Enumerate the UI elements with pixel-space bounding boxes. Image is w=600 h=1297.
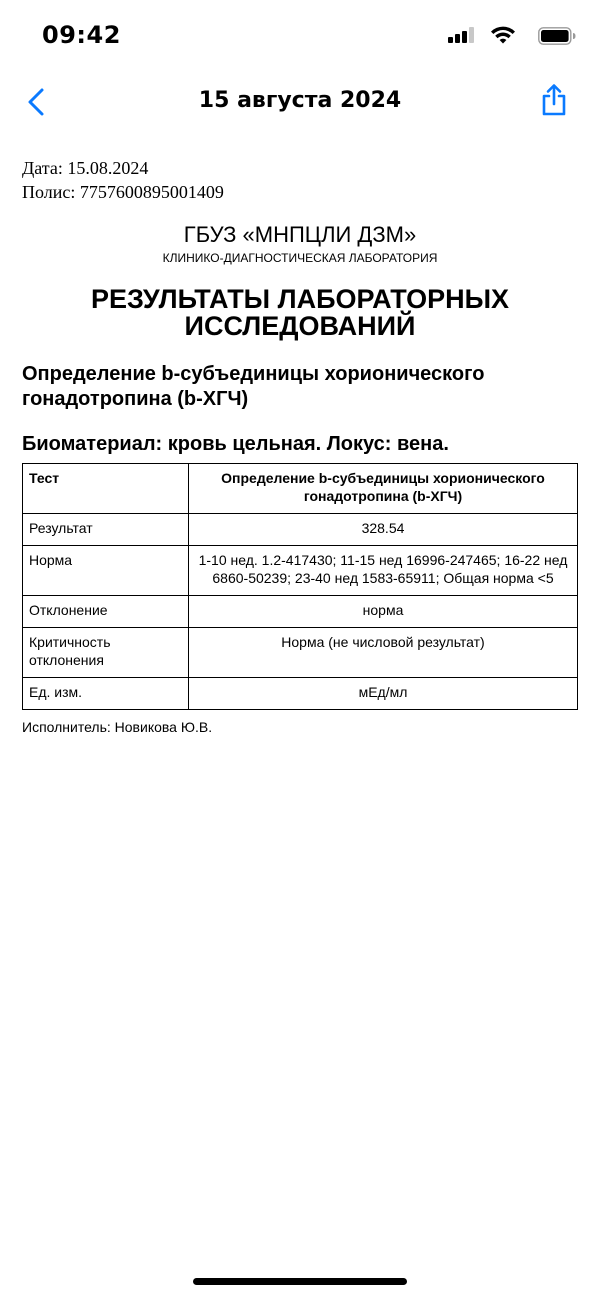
table-cell-label: Результат [23,514,189,546]
report-heading: РЕЗУЛЬТАТЫ ЛАБОРАТОРНЫХ ИССЛЕДОВАНИЙ [90,284,510,341]
share-icon [538,80,570,120]
battery-icon [538,27,576,45]
status-time: 09:42 [42,21,121,49]
nav-title: 15 августа 2024 [198,88,402,113]
cellular-signal-icon [448,27,474,43]
table-row [23,514,578,546]
table-row [23,546,578,596]
home-indicator[interactable] [193,1278,407,1285]
lab-report-document [22,156,578,736]
status-bar [0,0,600,70]
table-cell-label: Ед. изм. [23,678,189,710]
table-cell-label: Критичность отклонения [23,628,189,678]
results-table [22,463,578,710]
wifi-icon [490,25,516,45]
status-icons [436,25,576,45]
table-cell-value: Норма (не числовой результат) [189,628,578,678]
report-date: Дата: 15.08.2024 [22,158,149,178]
test-title: Определение b-субъединицы хорионического гонадотропина (b-ХГЧ) [22,363,485,410]
table-cell-label: Тест [23,464,189,514]
table-cell-label: Отклонение [23,596,189,628]
organization-name: ГБУЗ «МНПЦЛИ ДЗМ» [183,222,417,247]
table-cell-value: норма [189,596,578,628]
table-cell-value: мЕд/мл [189,678,578,710]
table-row [23,678,578,710]
table-row [23,596,578,628]
table-cell-value: 1-10 нед. 1.2-417430; 11-15 нед 16996-247465; 16-22 нед 6860-50239; 23-40 нед 1583-65911; Общая норма <5 [189,546,578,596]
share-button[interactable] [538,80,570,120]
table-row [23,628,578,678]
table-cell-label: Норма [23,546,189,596]
organization-subtitle: КЛИНИКО-ДИАГНОСТИЧЕСКАЯ ЛАБОРАТОРИЯ [162,251,438,265]
table-cell-value: 328.54 [189,514,578,546]
navigation-bar [0,80,600,124]
table-row [23,464,578,514]
table-cell-value: Определение b-субъединицы хорионического гонадотропина (b-ХГЧ) [189,464,578,514]
insurance-policy: Полис: 7757600895001409 [22,182,224,202]
executor-line: Исполнитель: Новикова Ю.В. [22,719,213,735]
biomaterial-line: Биоматериал: кровь цельная. Локус: вена. [22,433,449,455]
